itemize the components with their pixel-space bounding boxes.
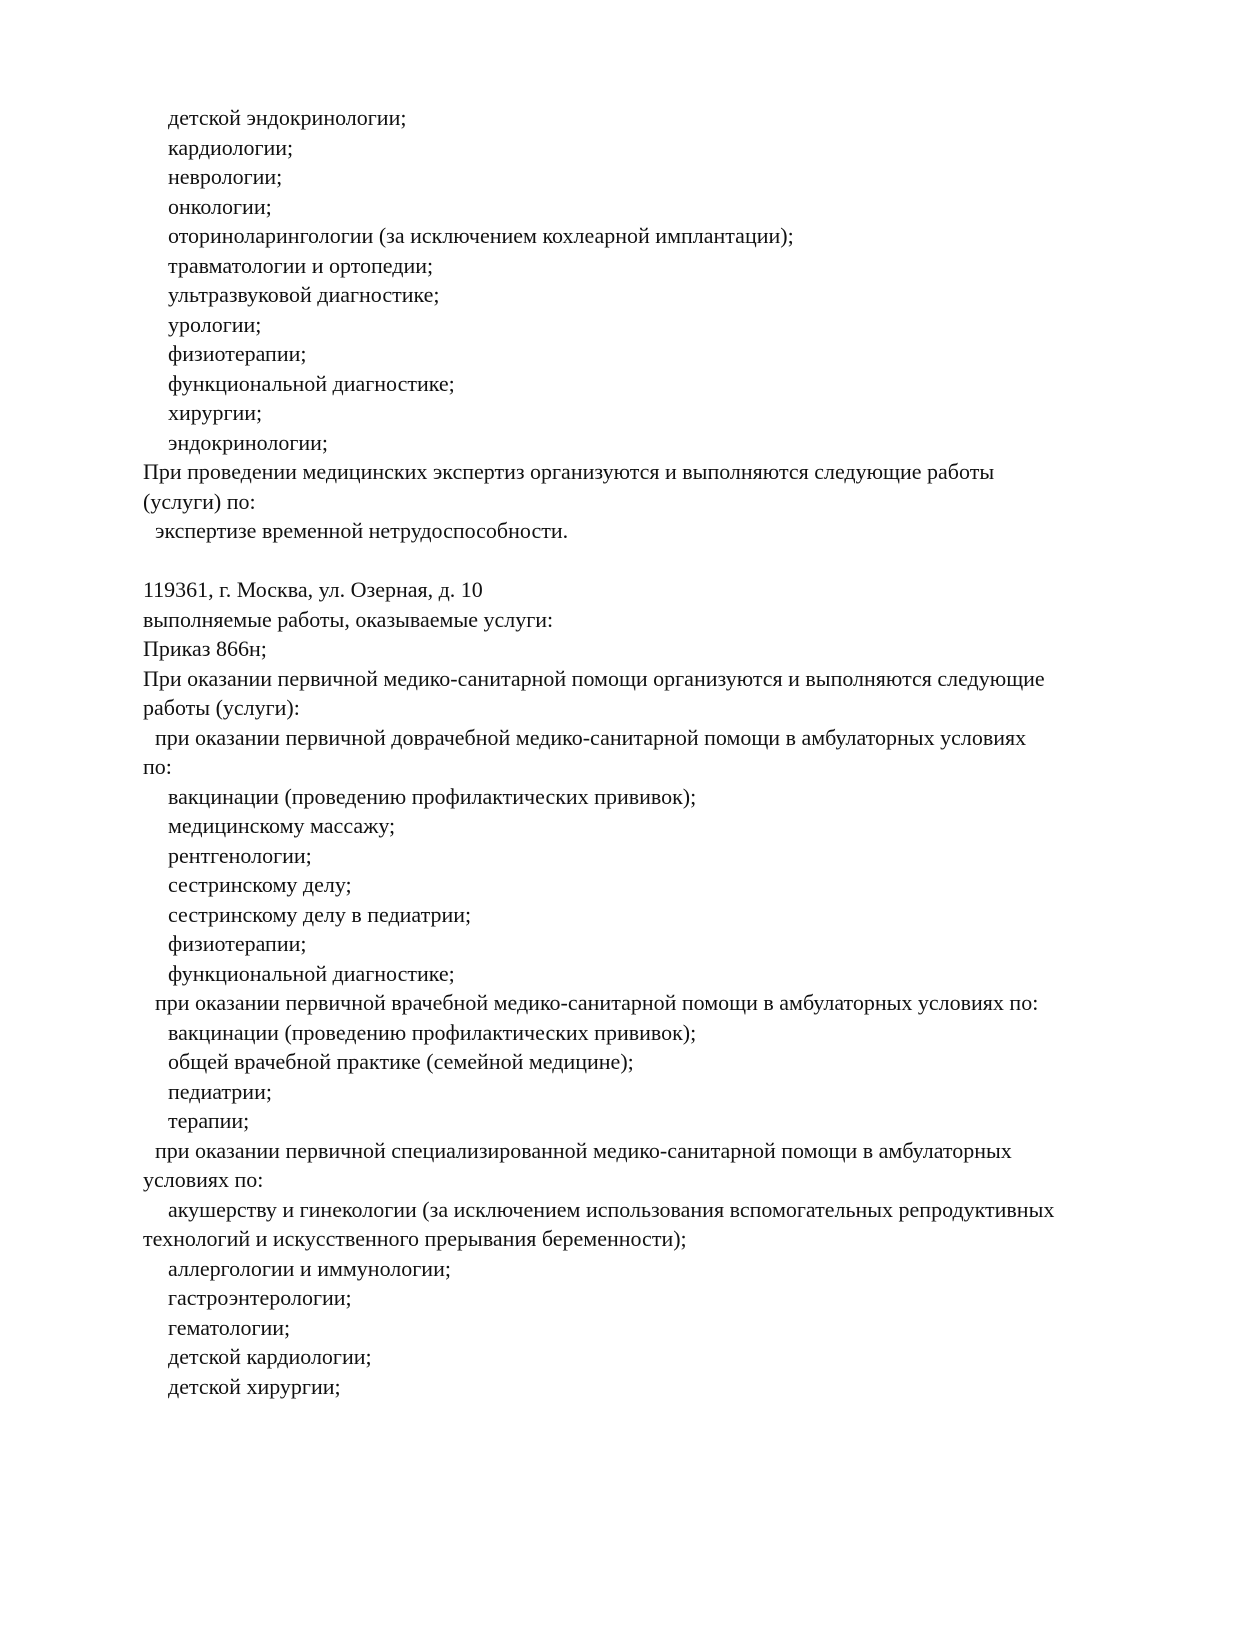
list-item: акушерству и гинекологии (за исключением использования вспомогательных репродуктивных [168, 1196, 1055, 1222]
list-item: кардиологии; [168, 134, 294, 160]
section-heading-continuation: условиях по: [143, 1167, 264, 1192]
section-heading-continuation: по: [143, 754, 172, 779]
list-item: сестринскому делу; [168, 872, 352, 897]
list-item: медицинскому массажу; [168, 813, 396, 838]
list-item: функциональной диагностике; [168, 960, 455, 986]
list-item: функциональной диагностике; [168, 370, 455, 396]
section-heading-vrachebnaya: при оказании первичной врачебной медико-санитарной помощи в амбулаторных условиях по: [155, 990, 1039, 1015]
document-text [143, 103, 1143, 1401]
list-item: рентгенологии; [168, 842, 312, 868]
expertise-intro: При проведении медицинских экспертиз организуются и выполняются следующие работы [143, 459, 995, 484]
works-label: выполняемые работы, оказываемые услуги: [143, 606, 554, 632]
address: 119361, г. Москва, ул. Озерная, д. 10 [143, 577, 483, 602]
list-item: аллергологии и иммунологии; [168, 1255, 451, 1281]
list-item: терапии; [168, 1108, 250, 1133]
list-item: эндокринологии; [168, 429, 329, 455]
list-item: детской хирургии; [168, 1373, 341, 1399]
expertise-item: экспертизе временной нетрудоспособности. [155, 518, 569, 543]
pmsp-intro-continuation: работы (услуги): [143, 695, 300, 720]
section-heading-dovrachebnaya: при оказании первичной доврачебной медико-санитарной помощи в амбулаторных условиях [155, 724, 1027, 750]
list-item-continuation: технологий и искусственного прерывания беременности); [143, 1226, 687, 1251]
list-item: детской кардиологии; [168, 1344, 372, 1369]
list-item: неврологии; [168, 164, 283, 189]
section-heading-specializirovannaya: при оказании первичной специализированной медико-санитарной помощи в амбулаторных [155, 1137, 1012, 1163]
list-item: физиотерапии; [168, 931, 307, 956]
list-item: ультразвуковой диагностике; [168, 282, 440, 307]
list-item: педиатрии; [168, 1078, 272, 1104]
list-item: оториноларингологии (за исключением кохлеарной имплантации); [168, 223, 794, 248]
list-item: гастроэнтерологии; [168, 1285, 352, 1310]
list-item: онкологии; [168, 193, 272, 219]
list-item: физиотерапии; [168, 341, 307, 366]
list-item: гематологии; [168, 1314, 291, 1340]
list-item: вакцинации (проведению профилактических прививок); [168, 1019, 697, 1045]
list-item: травматологии и ортопедии; [168, 252, 434, 278]
list-item: сестринскому делу в педиатрии; [168, 901, 472, 927]
list-item: урологии; [168, 311, 262, 337]
order-reference: Приказ 866н; [143, 636, 267, 661]
pmsp-intro: При оказании первичной медико-санитарной помощи организуются и выполняются следующие [143, 665, 1045, 691]
list-item: общей врачебной практике (семейной медицине); [168, 1049, 634, 1074]
list-item: хирургии; [168, 400, 263, 425]
list-item: детской эндокринологии; [168, 105, 407, 130]
blank-line [143, 546, 1143, 576]
list-item: вакцинации (проведению профилактических прививок); [168, 783, 697, 809]
expertise-intro-continuation: (услуги) по: [143, 488, 256, 514]
